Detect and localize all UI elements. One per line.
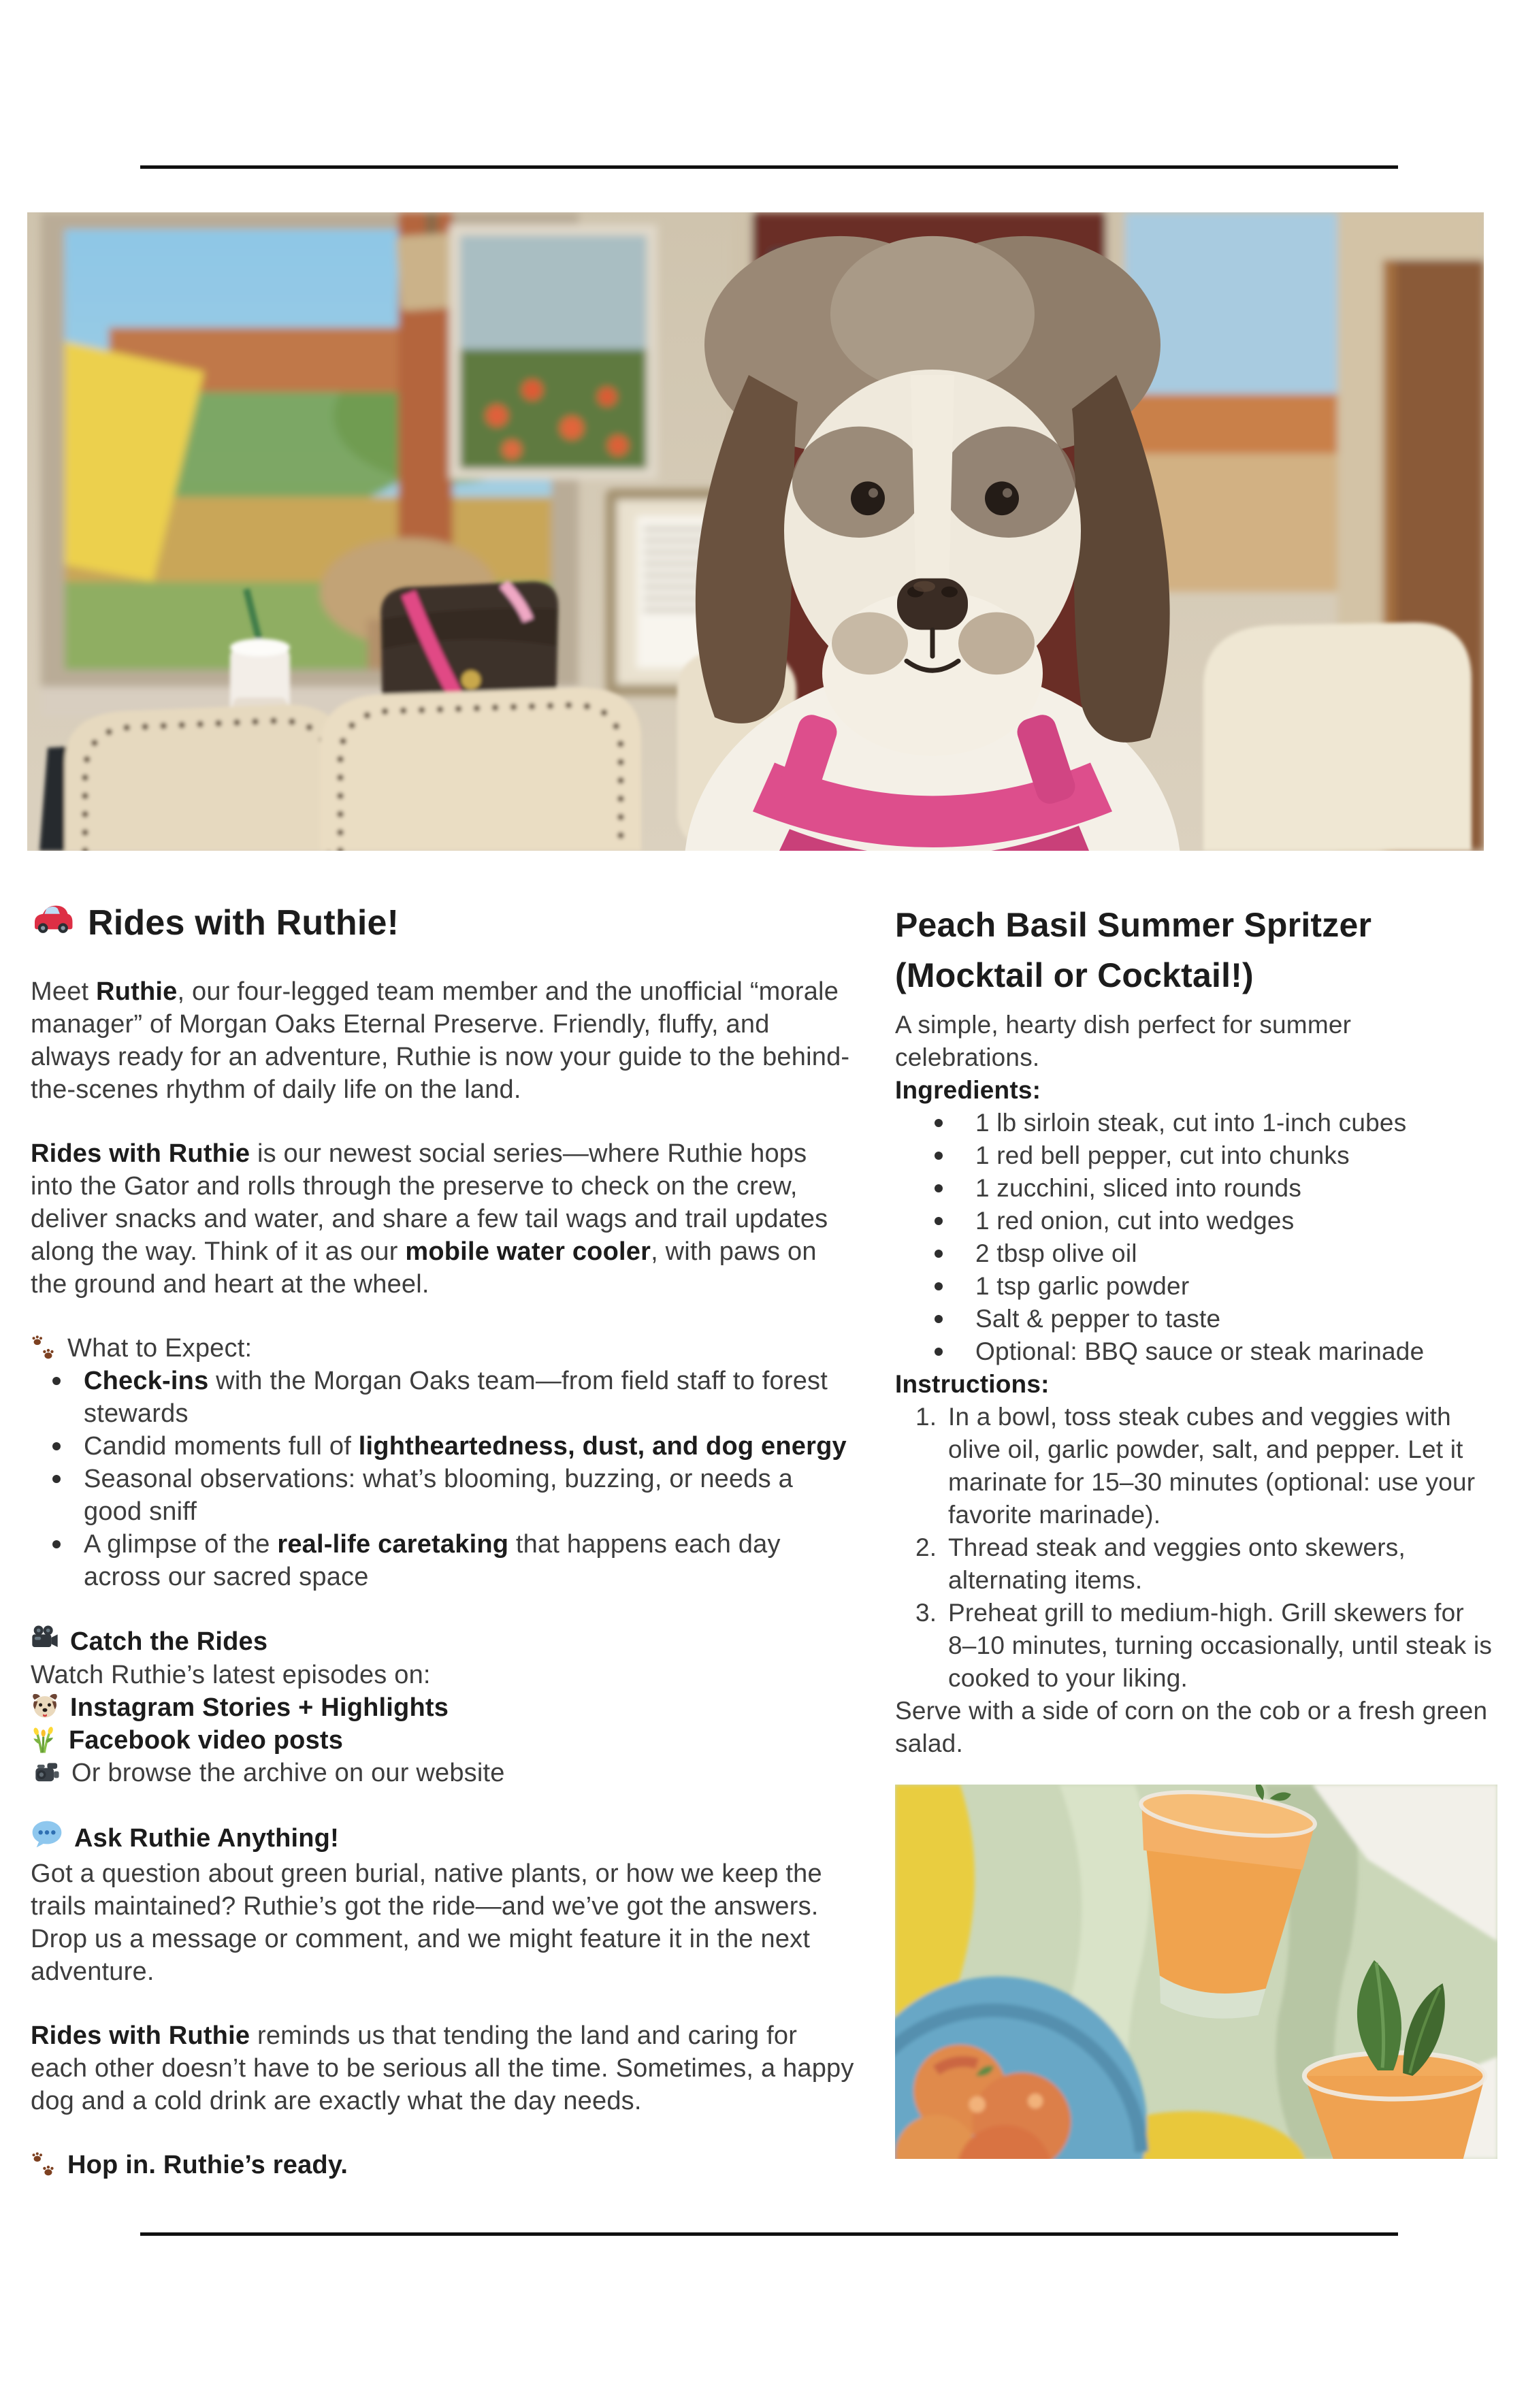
watch-line: Watch Ruthie’s latest episodes on: [31, 1661, 431, 1689]
top-divider [140, 165, 1398, 169]
paw-prints-icon [31, 2151, 56, 2179]
ingredients-list [895, 1107, 1497, 1368]
spritzer-photo-graphic [895, 1785, 1497, 2159]
list-item: Candid moments full of lightheartedness, dust, and dog energy [31, 1430, 854, 1463]
list-item: Preheat grill to medium-high. Grill skewers for 8–10 minutes, turning occasionally, until steak is cooked to your liking. [948, 1599, 1493, 1692]
what-to-expect-label: What to Expect: [67, 1334, 253, 1363]
dog-face-icon [31, 1693, 59, 1722]
list-item: Salt & pepper to taste [895, 1303, 1497, 1335]
hop-in-label: Hop in. Ruthie’s ready. [67, 2151, 348, 2179]
car-icon [31, 900, 74, 945]
list-item: 2 tbsp olive oil [895, 1237, 1497, 1270]
speech-balloon-icon [31, 1819, 63, 1857]
dog-photo-graphic [27, 212, 1484, 851]
archive-label: Or browse the archive on our website [71, 1759, 505, 1787]
ask-ruthie-heading [31, 1819, 854, 1857]
two-column-layout [31, 900, 1494, 2181]
list-item: Seasonal observations: what’s blooming, buzzing, or needs a good sniff [31, 1463, 854, 1528]
list-item: Optional: BBQ sauce or steak marinade [895, 1335, 1497, 1368]
recipe-heading: Peach Basil Summer Spritzer (Mocktail or Cocktail!) [895, 906, 1372, 994]
list-item: 1 tsp garlic powder [895, 1270, 1497, 1303]
closing-paragraph: Rides with Ruthie reminds us that tending the land and caring for each other doesn’t have to be serious all the time. Sometimes, a happy dog and a cold drink are exactly what the day needs. [31, 2021, 854, 2115]
movie-camera-icon [31, 1625, 59, 1659]
instructions-label: Instructions: [895, 1370, 1050, 1398]
expect-bullet-list [31, 1365, 854, 1593]
paw-prints-icon [31, 1335, 56, 1362]
instagram-label: Instagram Stories + Highlights [70, 1693, 449, 1722]
left-column-rides-article [31, 900, 854, 2181]
dog-photo [27, 212, 1484, 851]
ask-ruthie-text: Ask Ruthie Anything! [74, 1824, 339, 1853]
facebook-line [31, 1724, 854, 1757]
list-item: In a bowl, toss steak cubes and veggies with olive oil, garlic powder, salt, and pepper. Let it marinate for 15–30 minutes (optional: use your favorite marinade). [948, 1403, 1476, 1529]
list-item: 1 zucchini, sliced into rounds [895, 1172, 1497, 1205]
ingredients-label: Ingredients: [895, 1076, 1041, 1104]
bottom-divider [140, 2232, 1398, 2236]
recipe-description: A simple, hearty dish perfect for summer celebrations. [895, 1011, 1352, 1071]
spritzer-photo [895, 1785, 1497, 2159]
archive-line [31, 1757, 854, 1789]
facebook-label: Facebook video posts [69, 1726, 344, 1755]
list-item: Check-ins with the Morgan Oaks team—from field staff to forest stewards [31, 1365, 854, 1430]
rides-heading-text: Rides with Ruthie! [88, 902, 400, 943]
list-item: A glimpse of the real-life caretaking that happens each day across our sacred space [31, 1528, 854, 1593]
rides-series-paragraph: Rides with Ruthie is our newest social series—where Ruthie hops into the Gator and rolls through the preserve to check on the crew, deliver snacks and water, and share a few tail wags and trail updates along the way. Think of it as our mobile water cooler, with paws on the ground and heart at the wheel. [31, 1139, 828, 1299]
catch-the-rides-heading [31, 1625, 854, 1659]
right-column-recipe [895, 900, 1497, 2181]
serve-note: Serve with a side of corn on the cob or a fresh green salad. [895, 1697, 1488, 1757]
rides-intro-paragraph: Meet Ruthie, our four-legged team member and the unofficial “morale manager” of Morgan Oaks Eternal Preserve. Friendly, fluffy, and always ready for an adventure, Ruthie is now your guide to the behind-the-scenes rhythm of daily life on the land. [31, 977, 850, 1104]
ask-ruthie-paragraph: Got a question about green burial, native plants, or how we keep the trails maintained? Ruthie’s got the ride—and we’ve got the answers. Drop us a message or comment, and we might feature it in the next adventure. [31, 1859, 822, 1986]
video-camera-icon [31, 1759, 61, 1787]
instagram-line [31, 1691, 854, 1724]
catch-the-rides-text: Catch the Rides [70, 1627, 268, 1656]
list-item: Thread steak and veggies onto skewers, alternating items. [948, 1533, 1406, 1594]
list-item: 1 red bell pepper, cut into chunks [895, 1139, 1497, 1172]
list-item: 1 red onion, cut into wedges [895, 1205, 1497, 1237]
dog-figure [684, 236, 1181, 851]
list-item: 1 lb sirloin steak, cut into 1-inch cubes [895, 1107, 1497, 1139]
rides-heading [31, 900, 854, 945]
hop-in-line [31, 2149, 854, 2181]
instructions-list [895, 1401, 1497, 1695]
what-to-expect-line [31, 1332, 854, 1365]
sheaf-of-rice-icon [31, 1726, 58, 1755]
